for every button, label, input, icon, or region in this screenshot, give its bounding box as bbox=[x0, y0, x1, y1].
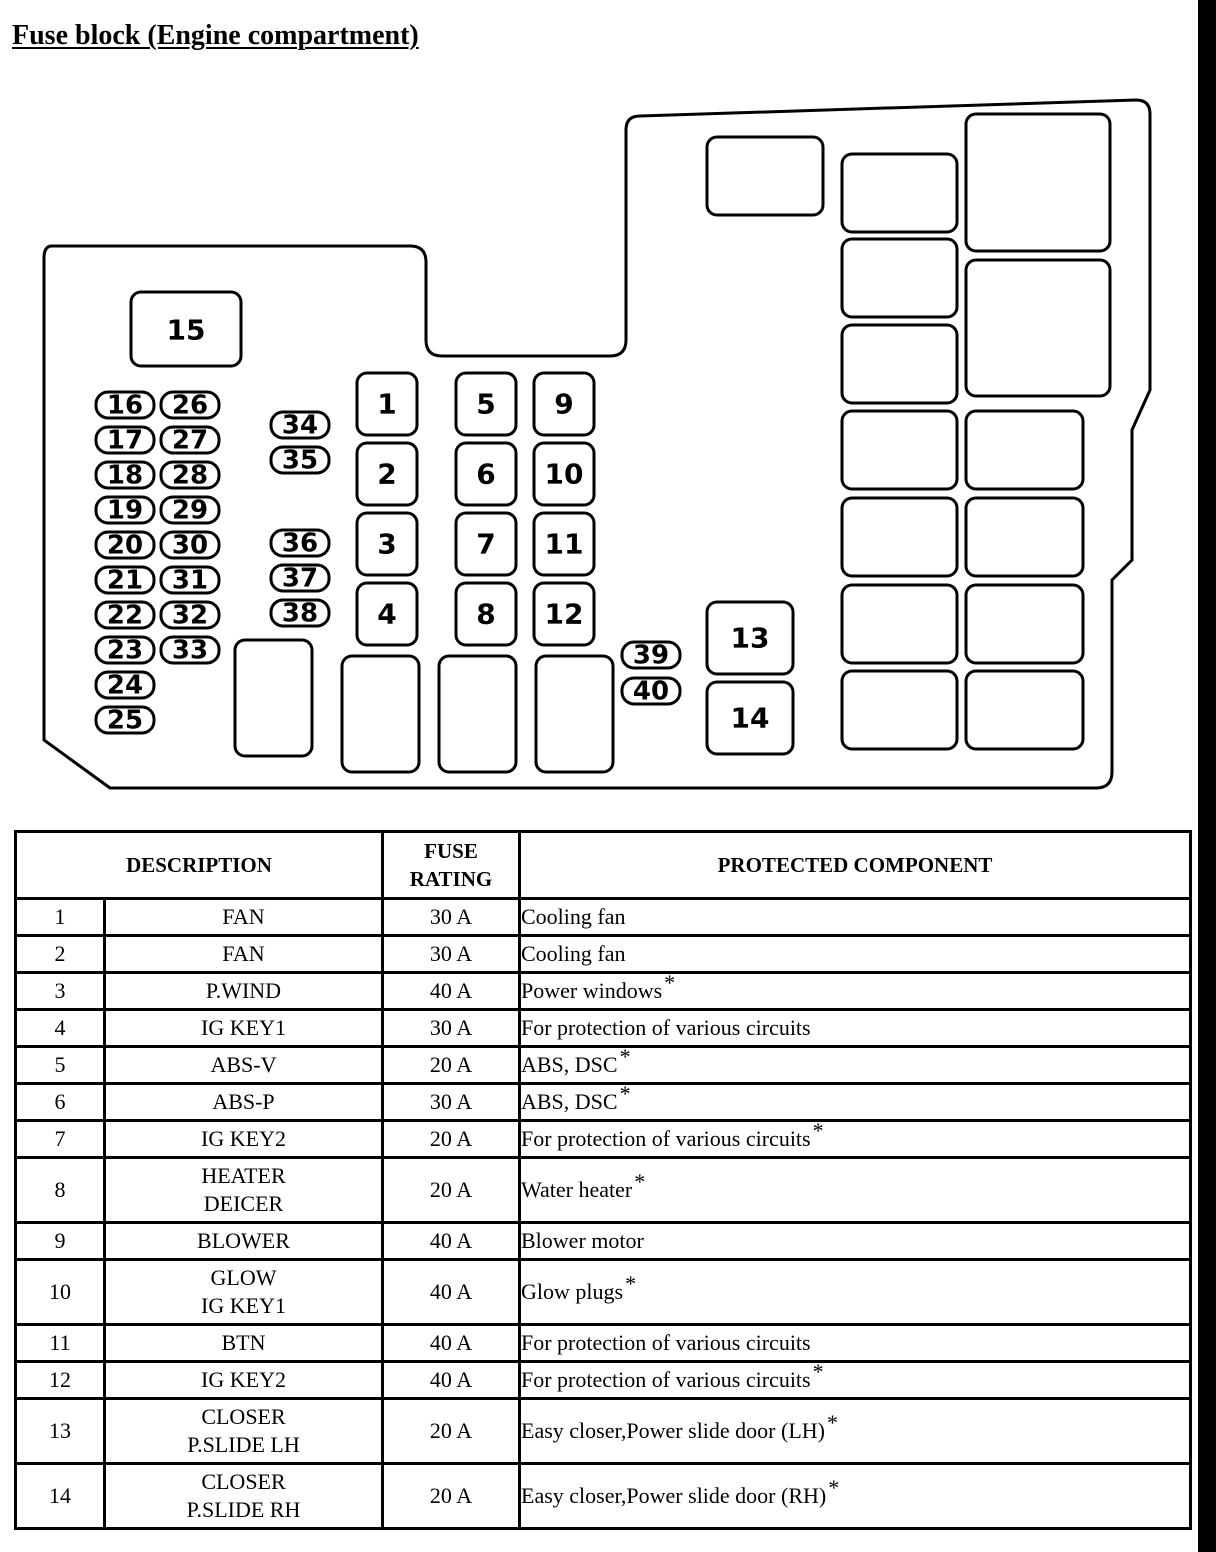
relay-slot-7 bbox=[842, 239, 957, 317]
fuse-number-cell: 10 bbox=[16, 1260, 105, 1325]
mini-fuse-label-38: 38 bbox=[281, 598, 319, 629]
fuse-label-7: 7 bbox=[476, 527, 496, 561]
fuse-description-cell: FAN bbox=[105, 899, 383, 936]
table-row bbox=[16, 936, 1191, 973]
footnote-asterisk: * bbox=[828, 1475, 840, 1500]
relay-slot-6 bbox=[842, 154, 957, 232]
fuse-block-diagram bbox=[0, 90, 1190, 810]
mini-fuse-label-33: 33 bbox=[171, 635, 209, 666]
fuse-rating-cell: 20 A bbox=[383, 1464, 520, 1529]
mini-fuse-label-20: 20 bbox=[106, 530, 144, 561]
fuse-number-cell: 13 bbox=[16, 1399, 105, 1464]
fuse-label-14: 14 bbox=[730, 701, 770, 735]
protected-component-cell: For protection of various circuits bbox=[520, 1325, 1191, 1362]
right-edge-bar bbox=[1198, 0, 1216, 1552]
fuse-rating-cell: 40 A bbox=[383, 1223, 520, 1260]
table-row bbox=[16, 1260, 1191, 1325]
fuse-description-cell: CLOSER P.SLIDE LH bbox=[105, 1399, 383, 1464]
fuse-label-15: 15 bbox=[166, 313, 206, 347]
fuse-rating-cell: 30 A bbox=[383, 1010, 520, 1047]
fuse-number-cell: 7 bbox=[16, 1121, 105, 1158]
fuse-number-cell: 1 bbox=[16, 899, 105, 936]
fuse-rating-cell: 40 A bbox=[383, 973, 520, 1010]
fuse-description-cell: BLOWER bbox=[105, 1223, 383, 1260]
footnote-asterisk: * bbox=[619, 1044, 631, 1069]
table-row bbox=[16, 1325, 1191, 1362]
table-row bbox=[16, 1047, 1191, 1084]
relay-slot-18 bbox=[966, 671, 1083, 749]
fuse-rating-cell: 30 A bbox=[383, 899, 520, 936]
fuse-rating-cell: 20 A bbox=[383, 1158, 520, 1223]
header-protected-component: PROTECTED COMPONENT bbox=[520, 832, 1191, 899]
table-row bbox=[16, 899, 1191, 936]
protected-component-cell: Power windows* bbox=[520, 973, 1191, 1010]
footnote-asterisk: * bbox=[625, 1271, 637, 1296]
relay-slot-15 bbox=[966, 411, 1083, 489]
protected-component-cell: For protection of various circuits* bbox=[520, 1121, 1191, 1158]
fuse-description-cell: IG KEY2 bbox=[105, 1121, 383, 1158]
relay-slot-16 bbox=[966, 498, 1083, 576]
mini-fuse-label-22: 22 bbox=[106, 600, 144, 631]
footnote-asterisk: * bbox=[826, 1410, 838, 1435]
relay-slot-17 bbox=[966, 585, 1083, 663]
protected-component-cell: Cooling fan bbox=[520, 936, 1191, 973]
mini-fuse-label-27: 27 bbox=[171, 425, 209, 456]
fuse-label-11: 11 bbox=[544, 527, 584, 561]
fuse-rating-cell: 40 A bbox=[383, 1362, 520, 1399]
fuse-description-cell: IG KEY2 bbox=[105, 1362, 383, 1399]
relay-slot-2 bbox=[342, 656, 419, 772]
protected-component-cell: Easy closer,Power slide door (RH)* bbox=[520, 1464, 1191, 1529]
mini-fuse-label-39: 39 bbox=[632, 640, 670, 671]
fuse-number-cell: 12 bbox=[16, 1362, 105, 1399]
footnote-asterisk: * bbox=[664, 970, 676, 995]
footnote-asterisk: * bbox=[634, 1169, 646, 1194]
fuse-rating-cell: 30 A bbox=[383, 936, 520, 973]
protected-component-cell: ABS, DSC* bbox=[520, 1084, 1191, 1121]
fuse-label-8: 8 bbox=[476, 597, 496, 631]
fuse-number-cell: 11 bbox=[16, 1325, 105, 1362]
relay-slot-13 bbox=[966, 114, 1110, 251]
fuse-label-9: 9 bbox=[554, 387, 574, 421]
fuse-description-cell: P.WIND bbox=[105, 973, 383, 1010]
mini-fuse-label-37: 37 bbox=[281, 563, 319, 594]
relay-slot-4 bbox=[536, 656, 613, 772]
protected-component-cell: Glow plugs* bbox=[520, 1260, 1191, 1325]
mini-fuse-label-28: 28 bbox=[171, 460, 209, 491]
table-row bbox=[16, 1158, 1191, 1223]
fuse-number-cell: 4 bbox=[16, 1010, 105, 1047]
fuse-description-cell: ABS-V bbox=[105, 1047, 383, 1084]
footnote-asterisk: * bbox=[812, 1118, 824, 1143]
fuse-label-1: 1 bbox=[377, 387, 397, 421]
fuse-table bbox=[14, 830, 1192, 1530]
table-row bbox=[16, 1121, 1191, 1158]
fuse-number-cell: 5 bbox=[16, 1047, 105, 1084]
fuse-rating-cell: 20 A bbox=[383, 1047, 520, 1084]
mini-fuse-label-17: 17 bbox=[106, 425, 144, 456]
fuse-rating-cell: 40 A bbox=[383, 1260, 520, 1325]
mini-fuse-label-19: 19 bbox=[106, 495, 144, 526]
fuse-description-cell: IG KEY1 bbox=[105, 1010, 383, 1047]
fuse-label-6: 6 bbox=[476, 457, 496, 491]
mini-fuse-label-31: 31 bbox=[171, 565, 209, 596]
table-row bbox=[16, 1010, 1191, 1047]
fuse-label-5: 5 bbox=[476, 387, 496, 421]
relay-slot-3 bbox=[439, 656, 516, 772]
page-title: Fuse block (Engine compartment) bbox=[12, 20, 419, 51]
protected-component-cell: For protection of various circuits* bbox=[520, 1362, 1191, 1399]
fuse-label-10: 10 bbox=[544, 457, 584, 491]
protected-component-cell: Cooling fan bbox=[520, 899, 1191, 936]
fuse-number-cell: 9 bbox=[16, 1223, 105, 1260]
table-row bbox=[16, 973, 1191, 1010]
mini-fuse-label-21: 21 bbox=[106, 565, 144, 596]
relay-slot-9 bbox=[842, 411, 957, 489]
mini-fuse-label-29: 29 bbox=[171, 495, 209, 526]
relay-slot-12 bbox=[842, 671, 957, 749]
fuse-label-12: 12 bbox=[544, 597, 584, 631]
table-row bbox=[16, 1464, 1191, 1529]
fuse-number-cell: 3 bbox=[16, 973, 105, 1010]
fuse-rating-cell: 30 A bbox=[383, 1084, 520, 1121]
fuse-description-cell: HEATER DEICER bbox=[105, 1158, 383, 1223]
fuse-number-cell: 8 bbox=[16, 1158, 105, 1223]
mini-fuse-label-35: 35 bbox=[281, 445, 319, 476]
mini-fuse-label-32: 32 bbox=[171, 600, 209, 631]
relay-slot-11 bbox=[842, 585, 957, 663]
protected-component-cell: For protection of various circuits bbox=[520, 1010, 1191, 1047]
fuse-rating-cell: 20 A bbox=[383, 1399, 520, 1464]
table-row bbox=[16, 1223, 1191, 1260]
mini-fuse-label-24: 24 bbox=[106, 670, 144, 701]
mini-fuse-label-23: 23 bbox=[106, 635, 144, 666]
fuse-description-cell: CLOSER P.SLIDE RH bbox=[105, 1464, 383, 1529]
table-row bbox=[16, 1084, 1191, 1121]
protected-component-cell: ABS, DSC* bbox=[520, 1047, 1191, 1084]
relay-slot-10 bbox=[842, 498, 957, 576]
mini-fuse-label-30: 30 bbox=[171, 530, 209, 561]
protected-component-cell: Water heater* bbox=[520, 1158, 1191, 1223]
fuse-rating-cell: 20 A bbox=[383, 1121, 520, 1158]
table-row bbox=[16, 1399, 1191, 1464]
header-description: DESCRIPTION bbox=[16, 832, 383, 899]
relay-slot-1 bbox=[235, 640, 312, 756]
mini-fuse-label-18: 18 bbox=[106, 460, 144, 491]
fuse-label-13: 13 bbox=[730, 621, 770, 655]
fuse-description-cell: ABS-P bbox=[105, 1084, 383, 1121]
table-row bbox=[16, 1362, 1191, 1399]
protected-component-cell: Blower motor bbox=[520, 1223, 1191, 1260]
fuse-number-cell: 2 bbox=[16, 936, 105, 973]
mini-fuse-label-40: 40 bbox=[632, 676, 670, 707]
relay-slot-5 bbox=[707, 137, 823, 215]
fuse-number-cell: 14 bbox=[16, 1464, 105, 1529]
protected-component-cell: Easy closer,Power slide door (LH)* bbox=[520, 1399, 1191, 1464]
fuse-description-cell: BTN bbox=[105, 1325, 383, 1362]
mini-fuse-label-34: 34 bbox=[281, 410, 319, 441]
header-fuse-rating: FUSE RATING bbox=[383, 832, 520, 899]
fuse-rating-cell: 40 A bbox=[383, 1325, 520, 1362]
fuse-label-4: 4 bbox=[377, 597, 397, 631]
footnote-asterisk: * bbox=[619, 1081, 631, 1106]
mini-fuse-label-26: 26 bbox=[171, 390, 209, 421]
mini-fuse-label-16: 16 bbox=[106, 390, 144, 421]
fuse-label-3: 3 bbox=[377, 527, 397, 561]
mini-fuse-label-36: 36 bbox=[281, 528, 319, 559]
fuse-description-cell: GLOW IG KEY1 bbox=[105, 1260, 383, 1325]
fuse-number-cell: 6 bbox=[16, 1084, 105, 1121]
relay-slot-8 bbox=[842, 325, 957, 403]
mini-fuse-label-25: 25 bbox=[106, 705, 144, 736]
fuse-label-2: 2 bbox=[377, 457, 397, 491]
fuse-description-cell: FAN bbox=[105, 936, 383, 973]
footnote-asterisk: * bbox=[812, 1359, 824, 1384]
relay-slot-14 bbox=[966, 260, 1110, 396]
